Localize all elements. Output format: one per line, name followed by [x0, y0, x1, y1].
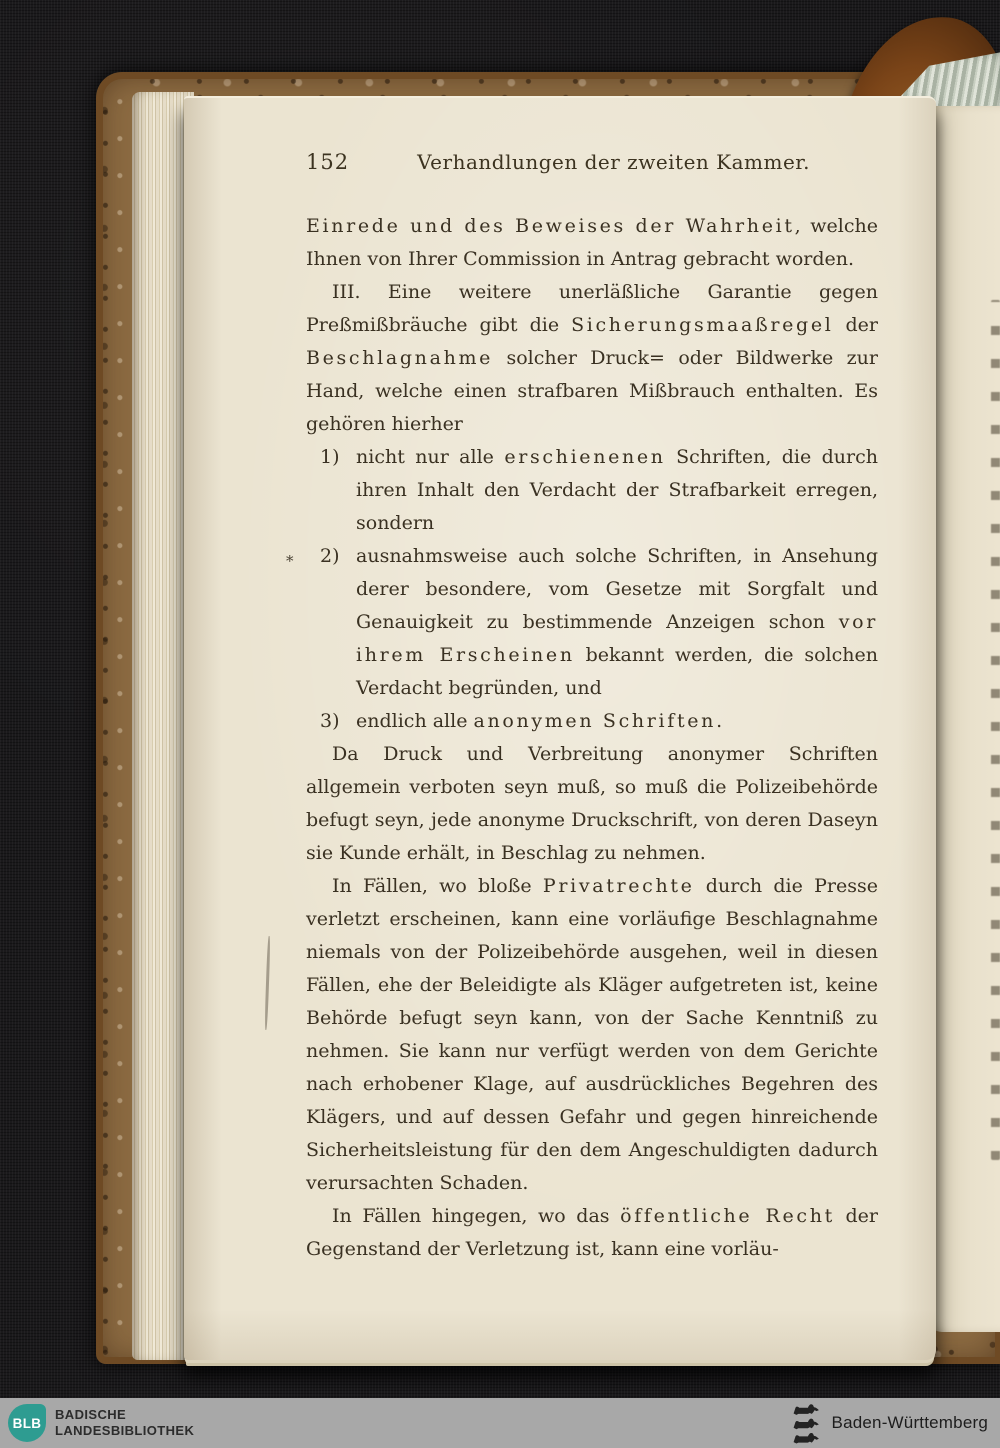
coat-of-arms-icon: [791, 1402, 821, 1444]
list-item: [306, 705, 878, 738]
library-name-line2: LANDESBIBLIOTHEK: [55, 1423, 195, 1438]
blb-logo: [8, 1404, 46, 1442]
list-item: [306, 441, 878, 540]
paragraph: [306, 870, 878, 1200]
blb-logo-text: BLB: [12, 1415, 42, 1431]
library-footer-bar: [0, 1398, 1000, 1448]
emphasized-text-segment: Einrede und des Beweises der Wahrheit,: [306, 215, 804, 237]
list-marker: 1): [320, 446, 340, 468]
book-page: [184, 96, 936, 1360]
emphasized-text-segment: Privatrechte: [542, 875, 695, 897]
library-name: [55, 1407, 194, 1439]
text-segment: solcher Druck= oder Bildwerke zur Hand, welche einen strafbaren Mißbrauch enthalten. Es gehören hierher: [306, 347, 878, 435]
page-text: [286, 210, 879, 1266]
state-brand: [791, 1402, 988, 1444]
facing-page-text-fragments: [991, 300, 1000, 1160]
library-name-line1: BADISCHE: [55, 1407, 127, 1422]
margin-pencil-line: [264, 936, 270, 1030]
facing-page-sliver: [928, 106, 1000, 1332]
text-segment: III. Eine weitere unerläßliche Garantie gegen Preßmißbräuche gibt die: [306, 281, 878, 336]
text-segment: Schriften, die durch ihren Inhalt den Verdacht der Strafbarkeit erregen, sondern: [356, 446, 878, 534]
text-segment: ausnahmsweise auch solche Schriften, in Ansehung derer besondere, vom Gesetze mit Sorgfalt und Genauigkeit zu bestimmende Anzeigen schon: [356, 545, 878, 633]
emphasized-text-segment: Beschlagnahme: [306, 347, 494, 369]
text-segment: nicht nur alle: [356, 446, 505, 468]
text-segment: der Gegenstand der Verletzung ist, kann eine vorläu-: [306, 1205, 879, 1260]
emphasized-text-segment: vor ihrem Erscheinen: [356, 611, 878, 666]
library-brand: [8, 1404, 194, 1442]
text-segment: In Fällen, wo bloße: [332, 875, 543, 897]
text-segment: Da Druck und Verbreitung anonymer Schriften allgemein verboten seyn muß, so muß die Polizeibehörde befugt seyn, jede anonyme Druckschrift, von deren Daseyn sie Kunde erhält, in Beschlag zu nehmen.: [306, 743, 878, 864]
emphasized-text-segment: anonymen Schriften.: [473, 710, 725, 732]
text-segment: bekannt werden, die solchen Verdacht begründen, und: [356, 644, 878, 699]
emphasized-text-segment: Sicherungsmaaßregel: [571, 314, 834, 336]
margin-asterisk-mark: *: [286, 552, 294, 570]
emphasized-text-segment: erschienenen: [504, 446, 666, 468]
page-number: 152: [306, 150, 350, 174]
text-segment: welche Ihnen von Ihrer Commission in Antrag gebracht worden.: [306, 215, 878, 270]
running-header: Verhandlungen der zweiten Kammer.: [417, 150, 811, 174]
paragraph: [306, 276, 878, 441]
list-marker: 2): [320, 545, 340, 567]
page-header: [306, 150, 878, 184]
text-segment: endlich alle: [356, 710, 474, 732]
paragraph: [306, 1200, 878, 1266]
emphasized-text-segment: öffentliche Recht: [620, 1205, 835, 1227]
state-name: Baden-Württemberg: [831, 1413, 988, 1432]
list-item: [286, 540, 878, 705]
text-segment: durch die Presse verletzt erscheinen, kann eine vorläufige Beschlagnahme niemals von der Polizeibehörde ausgehen, weil in diesen Fällen, ehe der Beleidigte als Kläger aufgetreten ist, keine Behörde befugt seyn kann, von der Sache Kenntniß zu nehmen. Sie kann nur verfügt werden von dem Gerichte nach erhobener Klage, auf ausdrückliches Begehren des Klägers, und auf dessen Gefahr und gegen hinreichende Sicherheitsleistung für den dem Angeschuldigten dadurch verursachten Schaden.: [306, 875, 878, 1194]
list-marker: 3): [320, 710, 340, 732]
text-segment: der: [833, 314, 878, 336]
paragraph: [306, 738, 878, 870]
paragraph: [306, 210, 878, 276]
text-segment: In Fällen hingegen, wo das: [332, 1205, 621, 1227]
